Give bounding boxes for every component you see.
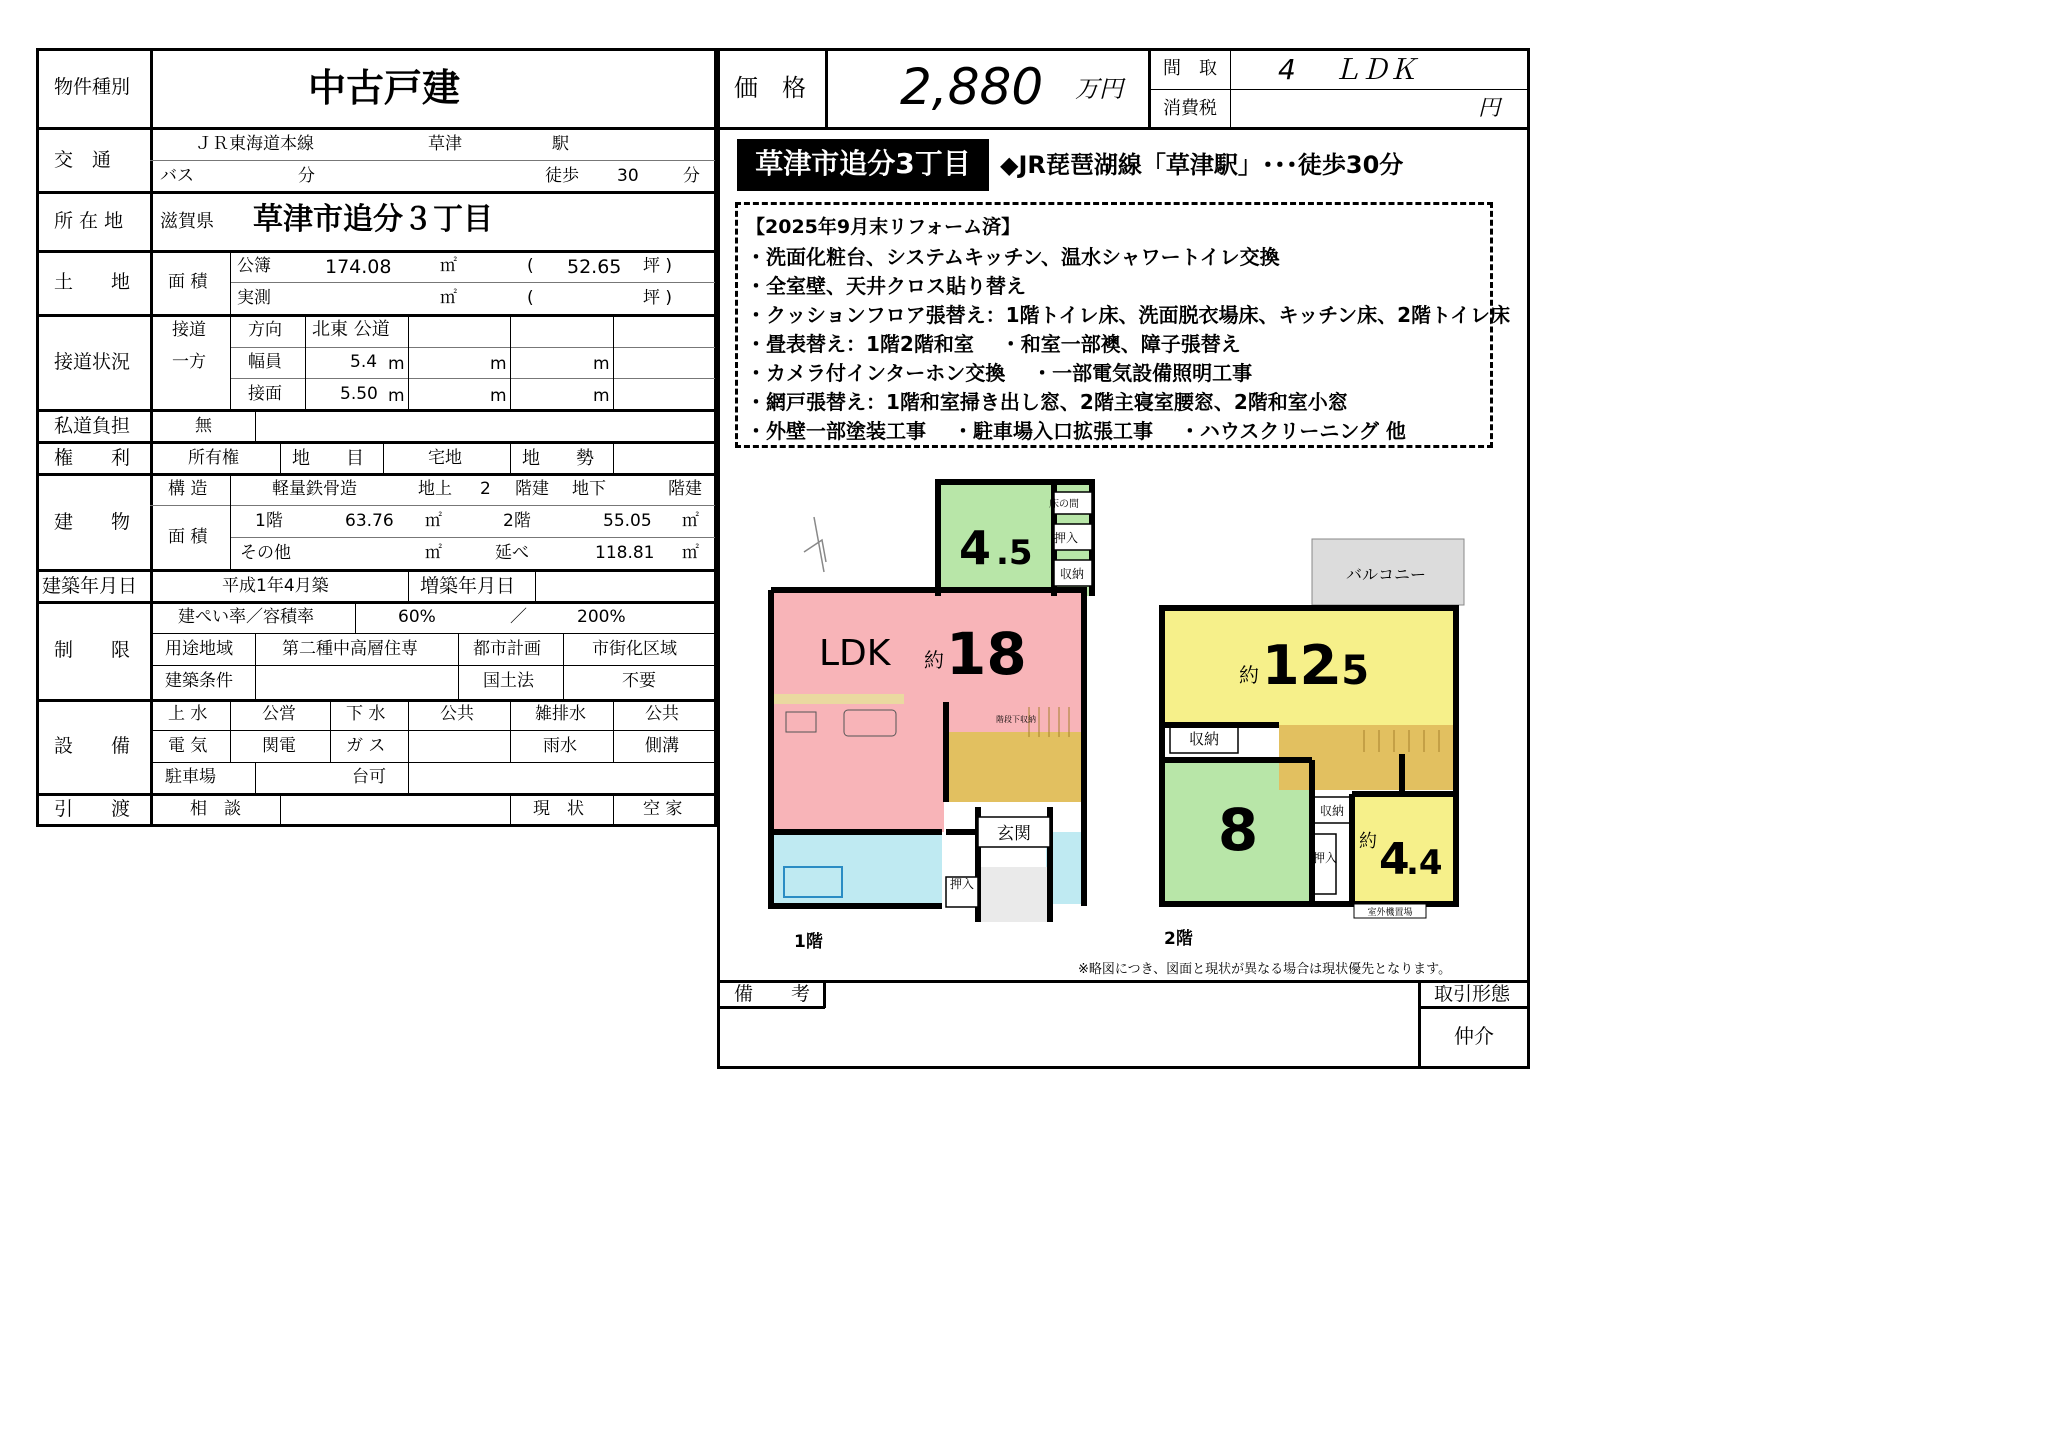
room2-size: 8 xyxy=(1217,796,1259,864)
label-land: 土 地 xyxy=(54,271,131,293)
building-sqm-1: ㎡ xyxy=(425,511,442,531)
balcony-label: バルコニー xyxy=(1345,565,1427,584)
tax-unit: 円 xyxy=(1478,96,1501,121)
land-law-value: 不要 xyxy=(622,671,656,691)
road-unit-6: m xyxy=(593,386,610,406)
land-law-label: 国土法 xyxy=(483,671,534,691)
layout-value: 4 ＬＤＫ xyxy=(1278,53,1417,86)
building-f2-label: 2階 xyxy=(503,511,531,531)
extension-date-label: 増築年月日 xyxy=(420,575,516,597)
label-road: 接道状況 xyxy=(54,351,131,373)
sewer-label: 下 水 xyxy=(346,704,386,724)
transaction-value: 仲介 xyxy=(1454,1024,1494,1048)
drain-value: 公共 xyxy=(645,704,679,724)
rain-label: 雨水 xyxy=(543,736,577,756)
price-value: 2,880 xyxy=(900,58,1044,116)
conditions-label: 建築条件 xyxy=(165,671,233,691)
ratio-slash: ／ xyxy=(510,607,527,627)
status-label: 現 状 xyxy=(533,799,584,819)
room3-size-b: .4 xyxy=(1406,843,1443,883)
building-below-unit: 階建 xyxy=(668,479,702,499)
tokonoma-label: 床の間 xyxy=(1049,499,1079,510)
ldk-size: 18 xyxy=(946,620,1027,688)
transport-station-suffix: 駅 xyxy=(552,134,569,154)
land-sqm-1: ㎡ xyxy=(440,256,457,276)
wa-room-size-a: 4 xyxy=(959,521,992,575)
zoning-label: 用途地域 xyxy=(165,639,233,659)
road-direction: 北東 公道 xyxy=(312,319,390,340)
walk-label: 徒歩 xyxy=(545,166,579,186)
label-building: 建 物 xyxy=(54,511,131,533)
building-below-label: 地下 xyxy=(572,479,606,499)
parking-label: 駐車場 xyxy=(165,767,216,787)
land-area-label: 面 積 xyxy=(168,272,208,292)
chimoku-value: 宅地 xyxy=(428,448,462,468)
room3-prefix: 約 xyxy=(1359,831,1377,852)
label-delivery: 引 渡 xyxy=(54,798,131,820)
building-above-label: 地上 xyxy=(418,479,452,499)
building-other-label: その他 xyxy=(240,543,291,563)
road-unit-3: m xyxy=(593,354,610,374)
building-f2-value: 55.05 xyxy=(603,511,652,531)
private-road-value: 無 xyxy=(195,416,212,436)
water-label: 上 水 xyxy=(168,704,208,724)
remarks-label: 備 考 xyxy=(734,983,811,1005)
room1-size-a: 12 xyxy=(1262,634,1338,697)
road-contact-unit: m xyxy=(388,386,405,406)
built-date-value: 平成1年4月築 xyxy=(222,576,329,596)
building-f1-value: 63.76 xyxy=(345,511,394,531)
transport-line: ＪＲ東海道本線 xyxy=(195,134,314,154)
layout-label: 間 取 xyxy=(1163,58,1217,79)
north-arrow-icon xyxy=(804,517,826,572)
land-paren-open-2: ( xyxy=(527,288,534,308)
parking-value: 台可 xyxy=(352,767,386,787)
sewer-value: 公共 xyxy=(440,704,474,724)
walk-unit: 分 xyxy=(683,166,700,186)
floor2-label: 2階 xyxy=(1164,929,1193,949)
bus-unit: 分 xyxy=(298,166,315,186)
elec-label: 電 気 xyxy=(168,736,208,756)
building-coverage-ratio: 60% xyxy=(398,607,436,627)
road-contact-label: 接面 xyxy=(248,384,282,404)
building-floors: 2 xyxy=(480,479,491,499)
drain-label: 雑排水 xyxy=(535,704,586,724)
reform-item: ・クッションフロア張替え：1階トイレ床、洗面脱衣場床、キッチン床、2階トイレ床 xyxy=(746,303,1511,327)
ratio-label: 建ぺい率／容積率 xyxy=(178,607,314,627)
reform-item: ・カメラ付インターホン交換 ・一部電気設備照明工事 xyxy=(746,361,1253,385)
tax-label: 消費税 xyxy=(1163,98,1217,119)
stair-storage-label: 階段下収納 xyxy=(996,715,1036,724)
road-width-label: 幅員 xyxy=(248,352,282,372)
label-property-type: 物件種別 xyxy=(54,76,131,98)
status-value: 空 家 xyxy=(643,799,683,819)
road-unit-5: m xyxy=(490,386,507,406)
land-koubo-label: 公簿 xyxy=(237,256,271,276)
road-width-unit: m xyxy=(388,354,405,374)
bus-label: バス xyxy=(160,166,194,186)
floor1-label: 1階 xyxy=(794,932,823,952)
ldk-prefix: 約 xyxy=(924,648,944,672)
land-paren-open-1: ( xyxy=(527,256,534,276)
building-f1-label: 1階 xyxy=(255,511,283,531)
oshiire-label-1f-b: 押入 xyxy=(949,877,975,891)
zoning-value: 第二種中高層住専 xyxy=(282,639,418,659)
shuno-label-1f: 収納 xyxy=(1059,567,1085,581)
building-structure-label: 構 造 xyxy=(168,479,208,499)
reform-item: ・洗面化粧台、システムキッチン、温水シャワートイレ交換 xyxy=(746,245,1280,269)
land-tsubo-close-2: 坪 ) xyxy=(643,288,673,308)
oshiire-label-1f: 押入 xyxy=(1053,531,1079,545)
area-banner-text: 草津市追分3丁目 xyxy=(755,147,971,180)
road-type: 一方 xyxy=(172,352,206,372)
building-area-label: 面 積 xyxy=(168,527,208,547)
location-address: 草津市追分３丁目 xyxy=(253,202,493,237)
reform-item: ・全室壁、天井クロス貼り替え xyxy=(746,274,1026,298)
property-type-value: 中古戸建 xyxy=(307,66,461,110)
building-total-label: 延べ xyxy=(495,543,529,563)
oshiire-label-2f: 押入 xyxy=(1312,851,1338,865)
room3-size-a: 4 xyxy=(1379,834,1410,885)
city-plan-label: 都市計画 xyxy=(473,639,541,659)
transport-station: 草津 xyxy=(428,134,462,154)
label-private-road: 私道負担 xyxy=(54,415,131,437)
label-location: 所 在 地 xyxy=(54,210,124,232)
land-koubo-value: 174.08 xyxy=(325,256,392,278)
water-value: 公営 xyxy=(262,704,296,724)
land-sqm-2: ㎡ xyxy=(440,288,457,308)
reform-item: ・畳表替え：1階2階和室 ・和室一部襖、障子張替え xyxy=(746,332,1241,356)
label-transport: 交 通 xyxy=(54,149,112,171)
road-contact-value: 5.50 xyxy=(340,384,378,404)
genkan-label: 玄関 xyxy=(997,824,1031,844)
road-houkou: 方向 xyxy=(248,320,282,340)
label-rights: 権 利 xyxy=(54,447,131,469)
outdoor-unit-label: 室外機置場 xyxy=(1367,908,1413,918)
price-label: 価 格 xyxy=(734,74,806,102)
reform-title: 【2025年9月末リフォーム済】 xyxy=(746,216,1021,238)
elec-value: 関電 xyxy=(262,736,296,756)
reform-item: ・網戸張替え：1階和室掃き出し窓、2階主寝室腰窓、2階和室小窓 xyxy=(746,390,1348,414)
delivery-value: 相 談 xyxy=(190,799,241,819)
room1-prefix: 約 xyxy=(1239,663,1259,687)
floorplan-note: ※略図につき、図面と現状が異なる場合は現状優先となります。 xyxy=(1078,962,1452,977)
rain-value: 側溝 xyxy=(645,736,679,756)
road-width-value: 5.4 xyxy=(350,352,378,372)
chimoku-label: 地 目 xyxy=(292,448,364,469)
ldk-label: LDK xyxy=(819,633,891,674)
floor-plan xyxy=(734,462,1524,962)
building-structure-value: 軽量鉄骨造 xyxy=(272,479,357,499)
label-restrictions: 制 限 xyxy=(54,639,131,661)
shuno-label-2f-b: 収納 xyxy=(1319,804,1345,818)
walk-minutes: 30 xyxy=(617,166,639,186)
chisei-label: 地 勢 xyxy=(522,448,594,469)
land-tsubo-close-1: 坪 ) xyxy=(643,256,673,276)
reform-item: ・外壁一部塗装工事 ・駐車場入口拡張工事 ・ハウスクリーニング 他 xyxy=(746,419,1406,443)
room1-size-b: .5 xyxy=(1326,648,1370,694)
building-sqm-2: ㎡ xyxy=(682,511,699,531)
road-unit-2: m xyxy=(490,354,507,374)
land-jissoku-label: 実測 xyxy=(237,288,271,308)
area-banner xyxy=(737,139,989,191)
floor-area-ratio: 200% xyxy=(577,607,626,627)
city-plan-value: 市街化区域 xyxy=(592,639,677,659)
building-floors-unit: 階建 xyxy=(515,479,549,499)
shuno-label-2f: 収納 xyxy=(1188,730,1220,748)
label-built-date: 建築年月日 xyxy=(42,575,138,597)
label-facilities: 設 備 xyxy=(54,735,131,757)
access-text: ◆JR琵琶湖線「草津駅」･･･徒歩30分 xyxy=(1000,151,1404,179)
location-prefecture: 滋賀県 xyxy=(160,211,214,232)
building-sqm-3: ㎡ xyxy=(425,543,442,563)
transaction-label: 取引形態 xyxy=(1434,983,1511,1005)
price-unit: 万円 xyxy=(1075,75,1123,103)
wa-room-size-b: .5 xyxy=(996,533,1033,573)
road-setsudo: 接道 xyxy=(172,320,206,340)
rights-value: 所有権 xyxy=(188,448,239,468)
building-sqm-4: ㎡ xyxy=(682,543,699,563)
building-total-value: 118.81 xyxy=(595,543,655,563)
land-koubo-tsubo: 52.65 xyxy=(567,256,622,278)
gas-label: ガ ス xyxy=(346,736,386,756)
